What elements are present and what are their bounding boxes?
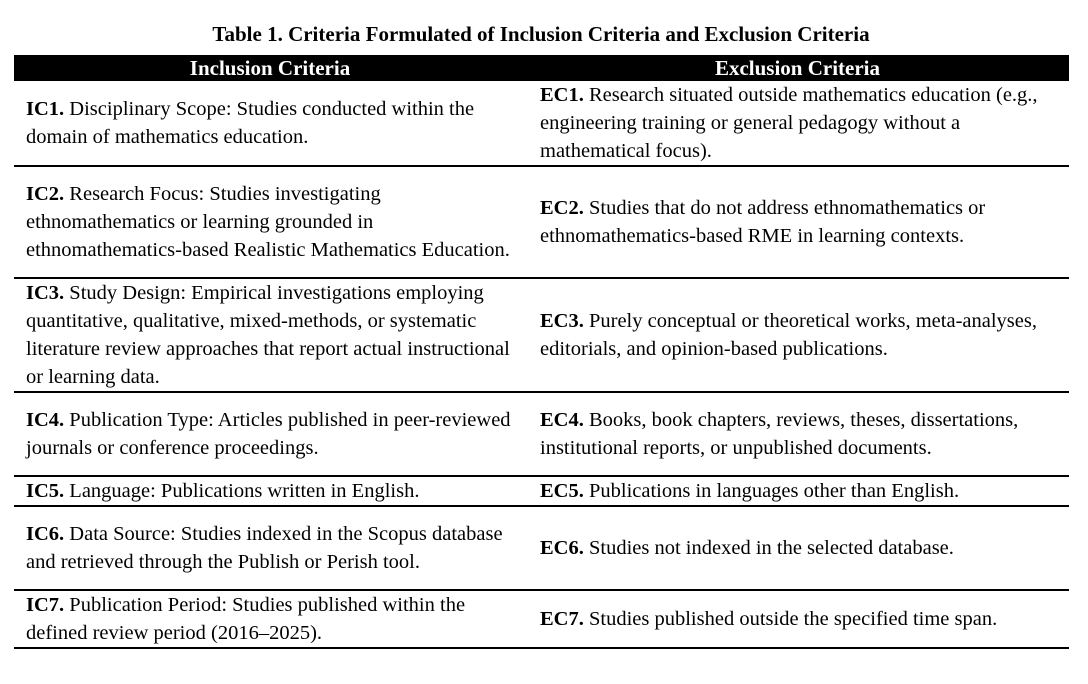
inclusion-cell [14,590,526,648]
criterion-text: Studies published outside the specified time span. [583,608,998,630]
exclusion-cell [526,476,1069,506]
criterion-code: EC1. [540,84,584,106]
criterion-code: IC7. [26,594,65,616]
table-row [14,166,1069,278]
criterion-code: EC5. [540,480,584,502]
criterion-code: EC4. [540,409,584,431]
table-caption: Table 1. Criteria Formulated of Inclusion Criteria and Exclusion Criteria [212,22,870,46]
exclusion-cell [526,278,1069,392]
inclusion-cell [14,278,526,392]
criterion-text: Data Source: Studies indexed in the Scopus database and retrieved through the Publish or Perish tool. [26,523,503,573]
criterion-code: EC3. [540,310,584,332]
inclusion-cell [14,81,526,166]
criterion-code: EC7. [540,608,584,630]
criterion-code: IC3. [26,282,65,304]
criterion-text: Research Focus: Studies investigating ethnomathematics or learning grounded in ethnomathematics-based Realistic Mathematics Education. [26,183,510,261]
criterion-text: Study Design: Empirical investigations employing quantitative, qualitative, mixed-methods, or systematic literature review approaches that report actual instructional or learning data. [26,282,510,388]
criterion-text: Language: Publications written in English. [64,480,420,502]
criterion-code: EC6. [540,537,584,559]
table-header-row [14,55,1069,81]
criterion-text: Books, book chapters, reviews, theses, dissertations, institutional reports, or unpublished documents. [540,409,1019,459]
criterion-text: Disciplinary Scope: Studies conducted within the domain of mathematics education. [26,98,475,148]
criterion-code: IC5. [26,480,65,502]
header-exclusion: Exclusion Criteria [526,55,1069,81]
exclusion-cell [526,392,1069,476]
criterion-text: Publications in languages other than English. [583,480,960,502]
table-row [14,392,1069,476]
criterion-text: Purely conceptual or theoretical works, meta-analyses, editorials, and opinion-based publications. [540,310,1037,360]
criterion-code: IC2. [26,183,65,205]
exclusion-cell [526,166,1069,278]
criterion-code: EC2. [540,197,584,219]
exclusion-cell [526,81,1069,166]
inclusion-cell [14,506,526,590]
table-row [14,81,1069,166]
criterion-text: Studies not indexed in the selected database. [583,537,954,559]
criterion-code: IC6. [26,523,65,545]
table-row [14,476,1069,506]
criterion-code: IC1. [26,98,65,120]
criterion-text: Publication Period: Studies published within the defined review period (2016–2025). [26,594,466,644]
table-row [14,278,1069,392]
header-inclusion: Inclusion Criteria [14,55,526,81]
inclusion-cell [14,166,526,278]
criterion-text: Research situated outside mathematics education (e.g., engineering training or general pedagogy without a mathematical focus). [540,84,1038,162]
exclusion-cell [526,506,1069,590]
inclusion-cell [14,476,526,506]
table-row [14,590,1069,648]
criterion-text: Studies that do not address ethnomathematics or ethnomathematics-based RME in learning contexts. [540,197,986,247]
exclusion-cell [526,590,1069,648]
criterion-text: Publication Type: Articles published in peer-reviewed journals or conference proceedings. [26,409,511,459]
table-row [14,506,1069,590]
inclusion-cell [14,392,526,476]
criteria-table [14,55,1069,649]
criterion-code: IC4. [26,409,65,431]
